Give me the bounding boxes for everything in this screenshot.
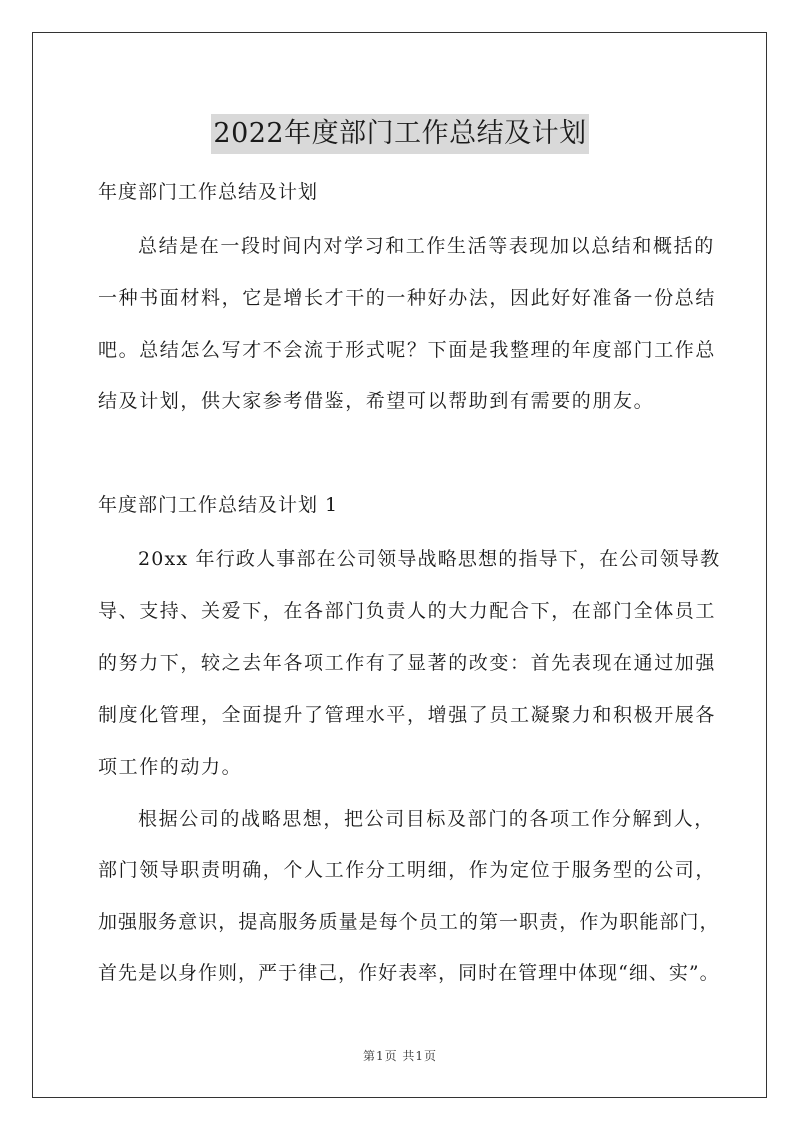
section-line: 根据公司的战略思想，把公司目标及部门的各项工作分解到人， bbox=[138, 808, 715, 830]
document-title: 2022年度部门工作总结及计划 bbox=[211, 114, 588, 154]
page-footer: 第1页 共1页 bbox=[362, 1049, 438, 1063]
section-line: 加强服务意识，提高服务质量是每个员工的第一职责，作为职能部门， bbox=[98, 911, 720, 933]
intro-line: 吧。总结怎么写才不会流于形式呢？下面是我整理的年度部门工作总 bbox=[98, 339, 717, 361]
section-line: 导、支持、关爱下，在各部门负责人的大力配合下，在部门全体员工 bbox=[98, 600, 717, 622]
section-line: 20xx 年行政人事部在公司领导战略思想的指导下，在公司领导教 bbox=[138, 548, 721, 570]
section-line: 项工作的动力。 bbox=[98, 756, 243, 778]
section-line: 部门领导职责明确，个人工作分工明细，作为定位于服务型的公司， bbox=[98, 859, 717, 881]
title-container bbox=[0, 96, 800, 172]
section-heading: 年度部门工作总结及计划 1 bbox=[98, 494, 339, 516]
intro-line: 总结是在一段时间内对学习和工作生活等表现加以总结和概括的 bbox=[138, 235, 715, 257]
intro-line: 一种书面材料，它是增长才干的一种好办法，因此好好准备一份总结 bbox=[98, 287, 717, 309]
document-subtitle: 年度部门工作总结及计划 bbox=[98, 181, 319, 203]
intro-line: 结及计划，供大家参考借鉴，希望可以帮助到有需要的朋友。 bbox=[98, 390, 655, 412]
section-line: 制度化管理，全面提升了管理水平，增强了员工凝聚力和积极开展各 bbox=[98, 704, 717, 726]
section-line: 首先是以身作则，严于律己，作好表率，同时在管理中体现“细、实”。 bbox=[98, 962, 720, 984]
section-line: 的努力下，较之去年各项工作有了显著的改变：首先表现在通过加强 bbox=[98, 652, 717, 674]
